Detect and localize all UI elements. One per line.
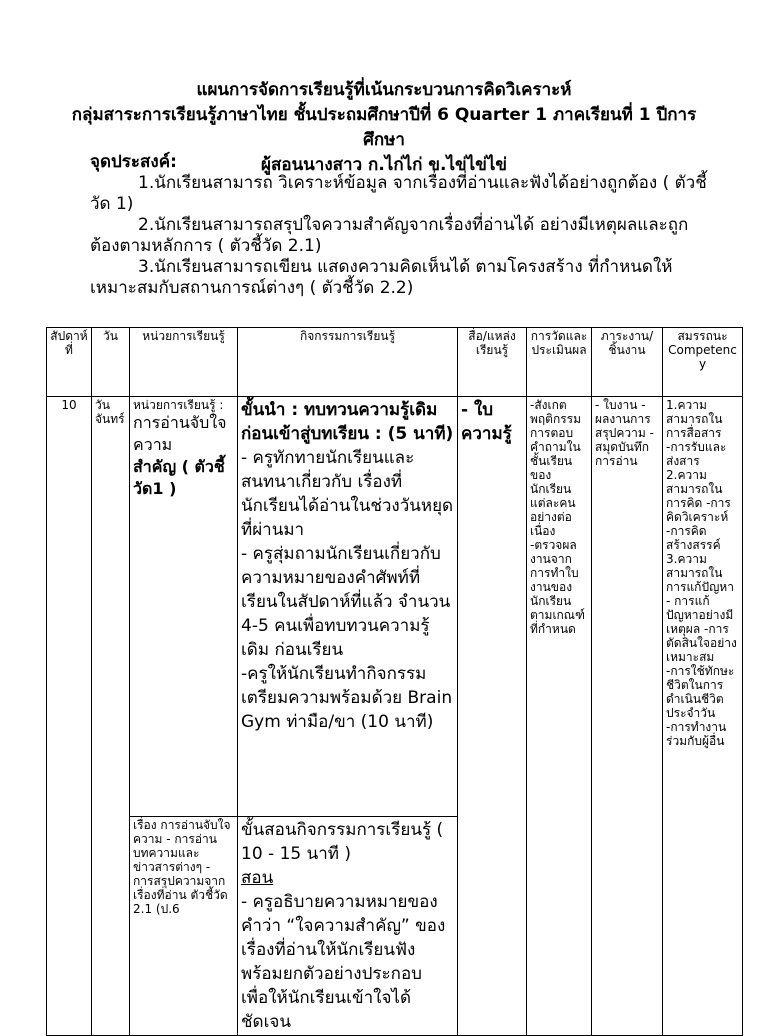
cell-task: - ใบงาน - ผลงานการสรุปความ - สมุดบันทึกการอ่าน [592, 397, 663, 1036]
cell-day: วันจันทร์ [92, 397, 130, 1036]
lesson-plan-table [46, 327, 743, 1036]
unit-indicator: สำคัญ ( ตัวชี้วัด1 ) [133, 457, 225, 498]
table-row [47, 397, 743, 817]
objective-item-2: 2.นักเรียนสามารถสรุปใจความสำคัญจากเรื่องที่อ่านได้ อย่างมีเหตุผลและถูกต้องตามหลักการ ( ตัวชี้วัด 2.1) [90, 215, 689, 256]
unit-heading: หน่วยการเรียนรู้ : [133, 398, 224, 412]
unit-title: การอ่านจับใจความ [133, 413, 227, 454]
objective-item-3: 3.นักเรียนสามารถเขียน แสดงความคิดเห็นได้ ตามโครงสร้าง ที่กำหนดให้เหมาะสมกับสถานการณ์ต่างๆ ( ตัวชี้วัด 2.2) [90, 257, 673, 298]
title-line-1: แผนการจัดการเรียนรู้ที่เน้นกระบวนการคิดวิเคราะห์ [196, 80, 572, 100]
cell-activities-teach [238, 817, 458, 1036]
activity-paragraph-2: - ครูสุ่มถามนักเรียนเกี่ยวกับ ความหมายของคำศัพท์ที่เรียนในสัปดาห์ที่แล้ว จำนวน 4-5 คนเพื่อทบทวนความรู้เดิม ก่อนเรียน [241, 544, 451, 660]
header-competency: สมรรถนะ Competency [663, 328, 743, 397]
title-line-3: ผู้สอนนางสาว ก.ไก่ไก่ ข.ไข่ไข่ไข่ [261, 155, 507, 175]
activity-teach-subtitle: สอน [241, 868, 274, 888]
activity-paragraph-3: -ครูให้นักเรียนทำกิจกรรมเตรียมความพร้อมด้วย Brain Gym ท่ามือ/ขา (10 นาที) [241, 664, 453, 732]
header-day: วัน [92, 328, 130, 397]
header-evaluation: การวัดและประเมินผล [527, 328, 592, 397]
cell-media: - ใบความรู้ [458, 397, 527, 1036]
title-line-2: กลุ่มสาระการเรียนรู้ภาษาไทย ชั้นประถมศึกษาปีที่ 6 Quarter 1 ภาคเรียนที่ 1 ปีการศึกษา [71, 105, 697, 150]
objective-item-1: 1.นักเรียนสามารถ วิเคราะห์ข้อมูล จากเรื่องที่อ่านและฟังได้อย่างถูกต้อง ( ตัวชี้วัด 1) [90, 173, 707, 214]
cell-competency: 1.ความสามารถในการสื่อสาร -การรับและส่งสาร 2.ความสามารถในการคิด -การคิดวิเคราะห์ -การคิดสร้างสรรค์ 3.ความสามารถในการแก้ปัญหา - การแก้ปัญหาอย่างมีเหตุผล -การตัดสินใจอย่างเหมาะสม -การใช้ทักษะชีวิตในการดำเนินชีวิตประจำวัน -การทำงานร่วมกับผู้อื่น [663, 397, 743, 1036]
table-header-row [47, 328, 743, 397]
header-week: สัปดาห์ที่ [47, 328, 92, 397]
header-task: ภาระงาน/ชิ้นงาน [592, 328, 663, 397]
activity-intro-title: ขั้นนำ : ทบทวนความรู้เดิมก่อนเข้าสู่บทเรียน : (5 นาที) [241, 400, 454, 444]
cell-unit-detail: เรื่อง การอ่านจับใจความ - การอ่านบทความและข่าวสารต่างๆ - การสรุปความจากเรื่องที่อ่าน ตัวชี้วัด 2.1 (ป.6 [130, 817, 238, 1036]
cell-evaluation: -สังเกตพฤติกรรมการตอบคำถามในชั้นเรียนของนักเรียนแต่ละคนอย่างต่อเนื่อง -ตรวจผลงานจากการทำใบงานของนักเรียนตามเกณฑ์ที่กำหนด [527, 397, 592, 1036]
activity-teach-paragraph: - ครูอธิบายความหมายของคำว่า “ใจความสำคัญ” ของเรื่องที่อ่านให้นักเรียนฟัง พร้อมยกตัวอย่างประกอบ เพื่อให้นักเรียนเข้าใจได้ชัดเจน [241, 892, 446, 1032]
cell-activities [238, 397, 458, 817]
activity-teach-title: ขั้นสอนกิจกรรมการเรียนรู้ ( 10 - 15 นาที ) [241, 820, 444, 864]
header-media: สื่อ/แหล่งเรียนรู้ [458, 328, 527, 397]
activity-paragraph-1: - ครูทักทายนักเรียนและสนทนาเกี่ยวกับ เรื่องที่นักเรียนได้อ่านในช่วงวันหยุดที่ผ่านมา [241, 448, 454, 540]
cell-unit [130, 397, 238, 817]
objectives-section [90, 152, 710, 299]
objectives-heading: จุดประสงค์: [90, 152, 177, 172]
cell-week: 10 [47, 397, 92, 1036]
header-unit: หน่วยการเรียนรู้ [130, 328, 238, 397]
header-activities: กิจกรรมการเรียนรู้ [238, 328, 458, 397]
